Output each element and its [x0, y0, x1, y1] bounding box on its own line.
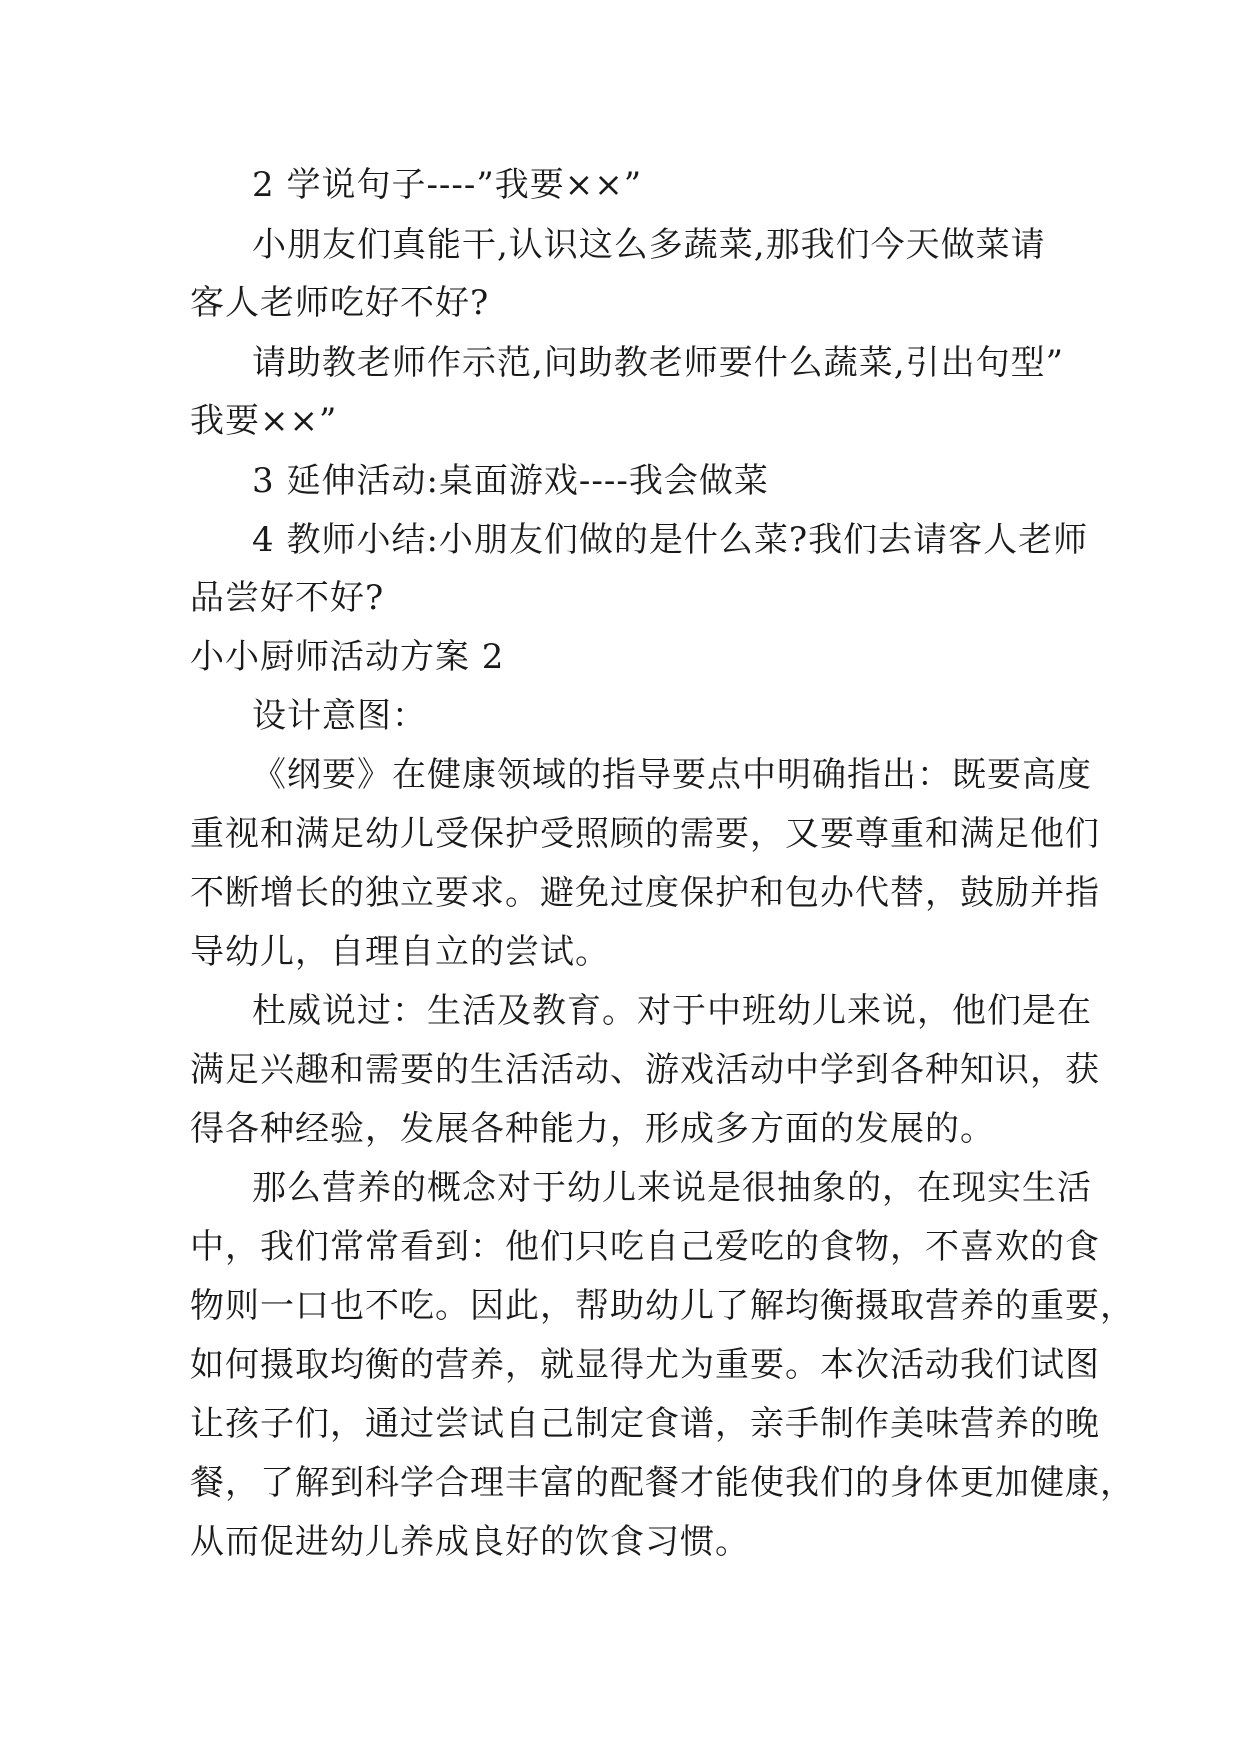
paragraph-line: 得各种经验，发展各种能力，形成多方面的发展的。 [190, 1109, 995, 1149]
paragraph-line: 物则一口也不吃。因此，帮助幼儿了解均衡摄取营养的重要， [190, 1286, 1135, 1326]
paragraph-line: 从而促进幼儿养成良好的饮食习惯。 [190, 1522, 750, 1562]
paragraph-line: 设计意图： [252, 696, 427, 736]
paragraph-line: 让孩子们，通过尝试自己制定食谱，亲手制作美味营养的晚 [190, 1404, 1100, 1444]
paragraph-line: 导幼儿，自理自立的尝试。 [190, 932, 610, 972]
paragraph-line: 如何摄取均衡的营养，就显得尤为重要。本次活动我们试图 [190, 1345, 1100, 1385]
paragraph-line: 那么营养的概念对于幼儿来说是很抽象的，在现实生活 [252, 1168, 1092, 1208]
paragraph-line: 客人老师吃好不好? [190, 283, 490, 323]
paragraph-line: 满足兴趣和需要的生活活动、游戏活动中学到各种知识，获 [190, 1050, 1100, 1090]
paragraph-line: 请助教老师作示范,问助教老师要什么蔬菜,引出句型” [252, 343, 1064, 383]
paragraph-line: 中，我们常常看到：他们只吃自己爱吃的食物，不喜欢的食 [190, 1227, 1100, 1267]
paragraph-line: 重视和满足幼儿受保护受照顾的需要，又要尊重和满足他们 [190, 814, 1100, 854]
paragraph-line: 品尝好不好? [190, 578, 385, 618]
paragraph-line: 4 教师小结:小朋友们做的是什么菜?我们去请客人老师 [252, 520, 1089, 560]
paragraph-line: 3 延伸活动:桌面游戏----我会做菜 [252, 461, 769, 501]
paragraph-line: 我要××” [190, 401, 338, 441]
paragraph-line: 2 学说句子----”我要××” [252, 165, 643, 205]
paragraph-line: 杜威说过：生活及教育。对于中班幼儿来说，他们是在 [252, 991, 1092, 1031]
paragraph-line: 《纲要》在健康领域的指导要点中明确指出：既要高度 [252, 755, 1092, 795]
section-heading: 小小厨师活动方案 2 [190, 637, 505, 677]
paragraph-line: 不断增长的独立要求。避免过度保护和包办代替，鼓励并指 [190, 873, 1100, 913]
paragraph-line: 餐，了解到科学合理丰富的配餐才能使我们的身体更加健康， [190, 1463, 1135, 1503]
paragraph-line: 小朋友们真能干,认识这么多蔬菜,那我们今天做菜请 [252, 225, 1046, 265]
